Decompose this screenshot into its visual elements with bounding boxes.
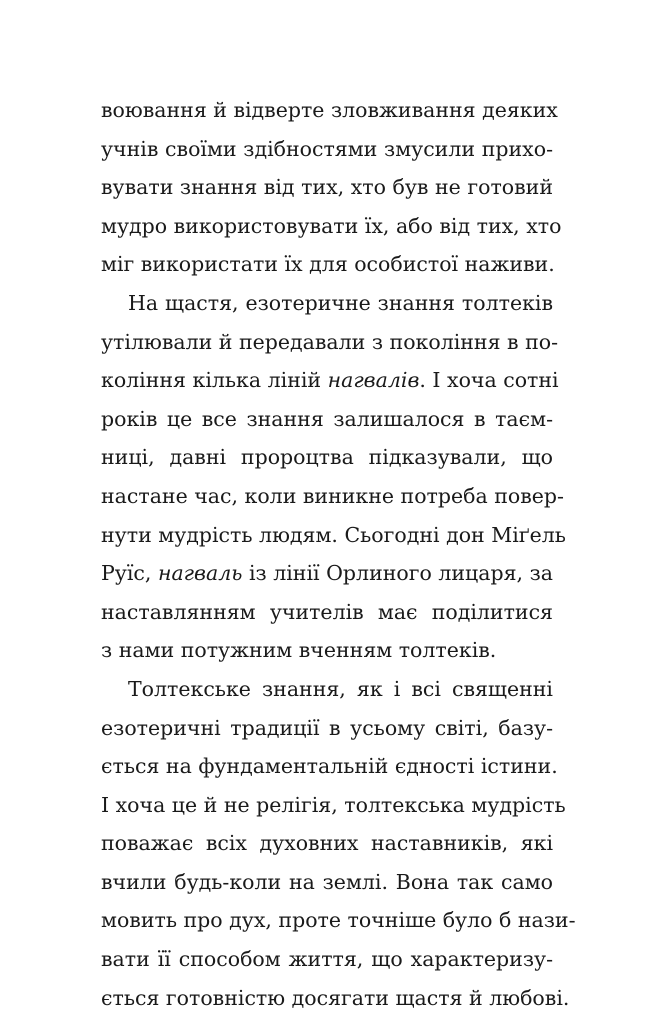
italic-term: нагваль — [157, 561, 243, 586]
text-line: настане час, коли виникне потреба повер- — [101, 483, 564, 508]
text-span: Руїс, — [101, 561, 158, 586]
text-line: вчили будь-коли на землі. Вона так само — [101, 869, 553, 894]
text-line: міг використати їх для особистої наживи. — [101, 252, 555, 277]
text-line: з нами потужним вченням толтеків. — [101, 638, 497, 663]
paragraph-2 — [101, 284, 566, 670]
page-text — [101, 91, 576, 1017]
text-line: ється на фундаментальній єдності істини. — [101, 754, 558, 779]
paragraph-1 — [101, 91, 562, 284]
text-span: . І хоча сотні — [419, 368, 559, 393]
text-line: мудро використовувати їх, або від тих, хто — [101, 213, 562, 238]
text-line: воювання й відверте зловживання деяких — [101, 98, 558, 122]
paragraph-3 — [101, 670, 576, 1017]
text-line: ється готовністю досягати щастя й любові. — [101, 985, 570, 1010]
text-line: учнів своїми здібностями змусили прихо- — [101, 136, 553, 161]
text-line: І хоча це й не релігія, толтекська мудрість — [101, 792, 566, 817]
text-span: коління кілька ліній — [101, 368, 328, 393]
italic-term: нагвалів — [327, 368, 420, 393]
text-line: езотеричні традиції в усьому світі, базу- — [101, 715, 553, 740]
text-line — [101, 554, 553, 593]
text-line: років це все знання залишалося в таєм- — [101, 406, 553, 431]
text-line: ниці, давні пророцтва підказували, що — [101, 445, 553, 470]
text-line: Толтекське знання, як і всі священні — [128, 676, 553, 701]
text-line: нути мудрість людям. Сьогодні дон Міґель — [101, 522, 566, 547]
text-line: мовить про дух, проте точніше було б нази- — [101, 908, 576, 933]
text-line: утілювали й передавали з покоління в по- — [101, 329, 559, 354]
text-line: поважає всіх духовних наставників, які — [101, 831, 553, 856]
text-line: вати її способом життя, що характеризу- — [101, 947, 553, 972]
text-line: вувати знання від тих, хто був не готовий — [101, 175, 553, 200]
text-line — [101, 361, 559, 400]
text-span: із лінії Орлиного лицаря, за — [242, 561, 553, 586]
text-line: На щастя, езотеричне знання толтеків — [128, 290, 553, 315]
text-line: наставлянням учителів має поділитися — [101, 599, 553, 624]
